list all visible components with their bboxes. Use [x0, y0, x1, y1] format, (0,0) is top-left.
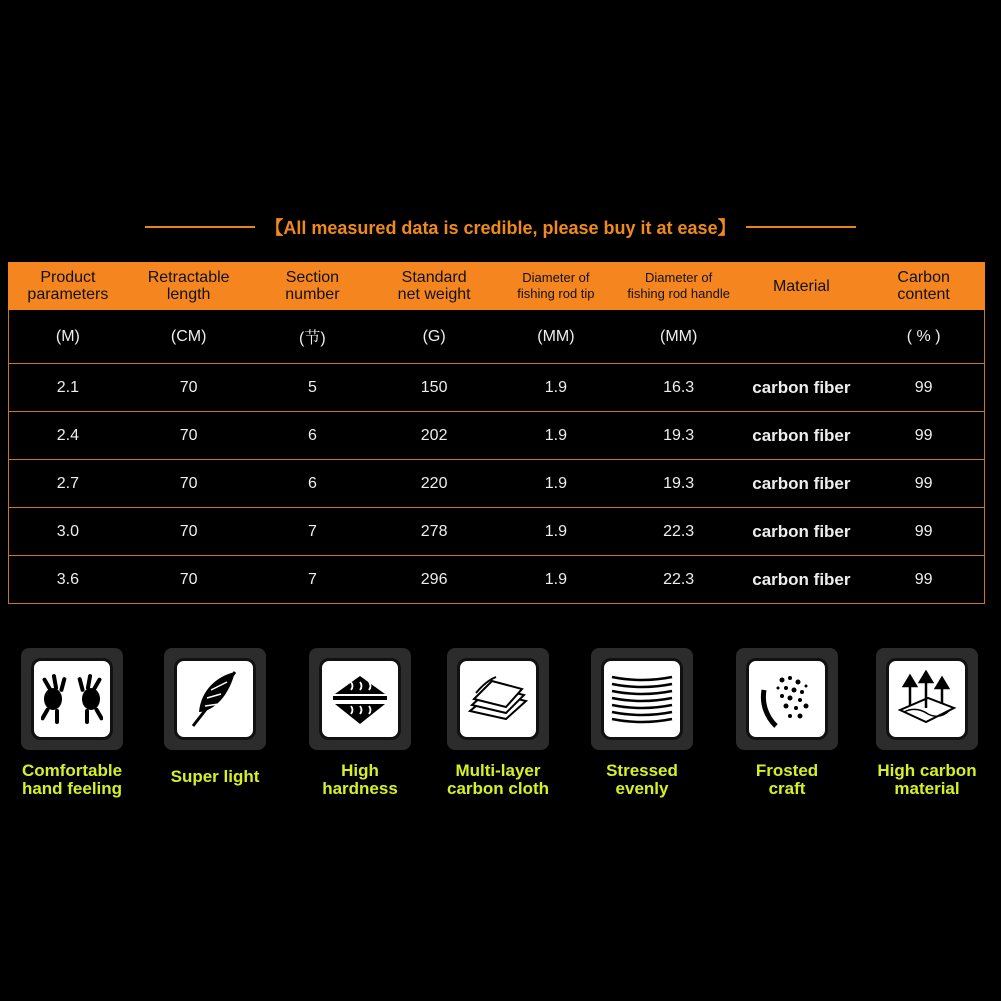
table-row	[9, 508, 984, 556]
table-cell: 5	[307, 378, 317, 396]
table-cell: carbon fiber	[752, 569, 851, 589]
tagline-left-rule	[145, 226, 255, 228]
feather-icon	[187, 668, 243, 730]
unit-cell: (节)	[299, 330, 326, 347]
feature-tile	[21, 648, 123, 750]
table-cell: carbon fiber	[752, 377, 851, 397]
table-cell: 2.7	[56, 474, 79, 492]
hardness-icon	[329, 668, 391, 730]
table-row	[9, 412, 984, 460]
table-cell: 70	[179, 522, 198, 540]
feature-label: Frosted craft	[755, 761, 819, 798]
feature-label: High carbon material	[877, 761, 977, 798]
spec-table-header	[8, 262, 985, 310]
feature-tile	[591, 648, 693, 750]
table-row	[9, 364, 984, 412]
table-cell: 1.9	[544, 570, 568, 588]
header-handle-diameter: Diameter of fishing rod handle	[627, 270, 730, 301]
table-cell: 99	[914, 570, 933, 588]
table-cell: 3.0	[56, 522, 79, 540]
feature-high-carbon	[857, 648, 997, 798]
table-cell: 1.9	[544, 474, 568, 492]
feature-tile	[876, 648, 978, 750]
table-cell: 278	[420, 522, 448, 540]
unit-cell: (G)	[422, 327, 446, 345]
carbon-arrows-icon	[896, 670, 958, 728]
feature-tile	[164, 648, 266, 750]
spec-table	[8, 262, 985, 604]
feature-multi-layer	[428, 648, 568, 798]
unit-cell: (MM)	[537, 327, 575, 345]
table-cell: 99	[914, 426, 933, 444]
table-cell: carbon fiber	[752, 425, 851, 445]
feature-high-hardness	[290, 648, 430, 798]
table-cell: 3.6	[56, 570, 79, 588]
table-cell: 99	[914, 474, 933, 492]
spec-table-body	[8, 310, 985, 604]
header-tip-diameter: Diameter of fishing rod tip	[517, 270, 595, 301]
table-cell: 7	[307, 522, 317, 540]
unit-cell: ( % )	[906, 327, 941, 345]
feature-row	[0, 648, 1001, 808]
table-cell: 1.9	[544, 522, 568, 540]
feature-tile	[447, 648, 549, 750]
tagline-right-rule	[746, 226, 856, 228]
table-cell: 99	[914, 378, 933, 396]
header-carbon-content: Carbon content	[897, 269, 950, 303]
feature-label: Comfortable hand feeling	[21, 761, 123, 798]
table-cell: 19.3	[663, 426, 695, 444]
table-cell: 1.9	[544, 378, 568, 396]
feature-label: Multi-layer carbon cloth	[446, 761, 549, 798]
table-cell: 6	[307, 426, 317, 444]
header-product-parameters: Product parameters	[27, 269, 109, 303]
table-cell: 2.1	[56, 378, 79, 396]
header-net-weight: Standard net weight	[397, 269, 471, 303]
feature-label: Super light	[170, 767, 260, 786]
feature-comfortable	[2, 648, 142, 798]
table-cell: 70	[179, 378, 198, 396]
header-material: Material	[772, 277, 830, 295]
table-cell: 7	[307, 570, 317, 588]
tagline-text: 【All measured data is credible, please buy it at ease】	[265, 218, 736, 238]
table-cell: 70	[179, 426, 198, 444]
table-row	[9, 556, 984, 603]
table-cell: 22.3	[663, 522, 695, 540]
table-cell: 16.3	[663, 378, 695, 396]
feature-stressed-evenly	[572, 648, 712, 798]
table-cell: 296	[420, 570, 448, 588]
feature-label: High hardness	[322, 761, 398, 798]
feature-frosted-craft	[717, 648, 857, 798]
table-row	[9, 460, 984, 508]
table-cell: 202	[420, 426, 448, 444]
table-cell: 150	[420, 378, 448, 396]
table-cell: 2.4	[56, 426, 79, 444]
feature-tile	[309, 648, 411, 750]
unit-cell: (MM)	[659, 327, 698, 345]
table-cell: 1.9	[544, 426, 568, 444]
table-cell: 70	[179, 570, 198, 588]
table-cell: 99	[914, 522, 933, 540]
table-cell: 22.3	[663, 570, 695, 588]
tagline-banner	[0, 212, 1001, 242]
table-cell: 220	[420, 474, 448, 492]
unit-cell: (CM)	[170, 327, 207, 345]
frosted-texture-icon	[756, 668, 818, 730]
unit-cell: (M)	[55, 327, 80, 345]
layers-icon	[466, 671, 530, 727]
hand-grip-icon	[41, 671, 103, 727]
table-cell: 19.3	[663, 474, 695, 492]
table-cell: carbon fiber	[752, 521, 851, 541]
table-cell: carbon fiber	[752, 473, 851, 493]
feature-super-light	[145, 648, 285, 786]
header-retractable-length: Retractable length	[147, 269, 230, 303]
table-cell: 70	[179, 474, 198, 492]
feature-tile	[736, 648, 838, 750]
table-cell: 6	[307, 474, 317, 492]
wave-lines-icon	[610, 671, 674, 727]
units-row	[9, 310, 984, 364]
feature-label: Stressed evenly	[606, 761, 678, 798]
header-section-number: Section number	[285, 269, 340, 303]
